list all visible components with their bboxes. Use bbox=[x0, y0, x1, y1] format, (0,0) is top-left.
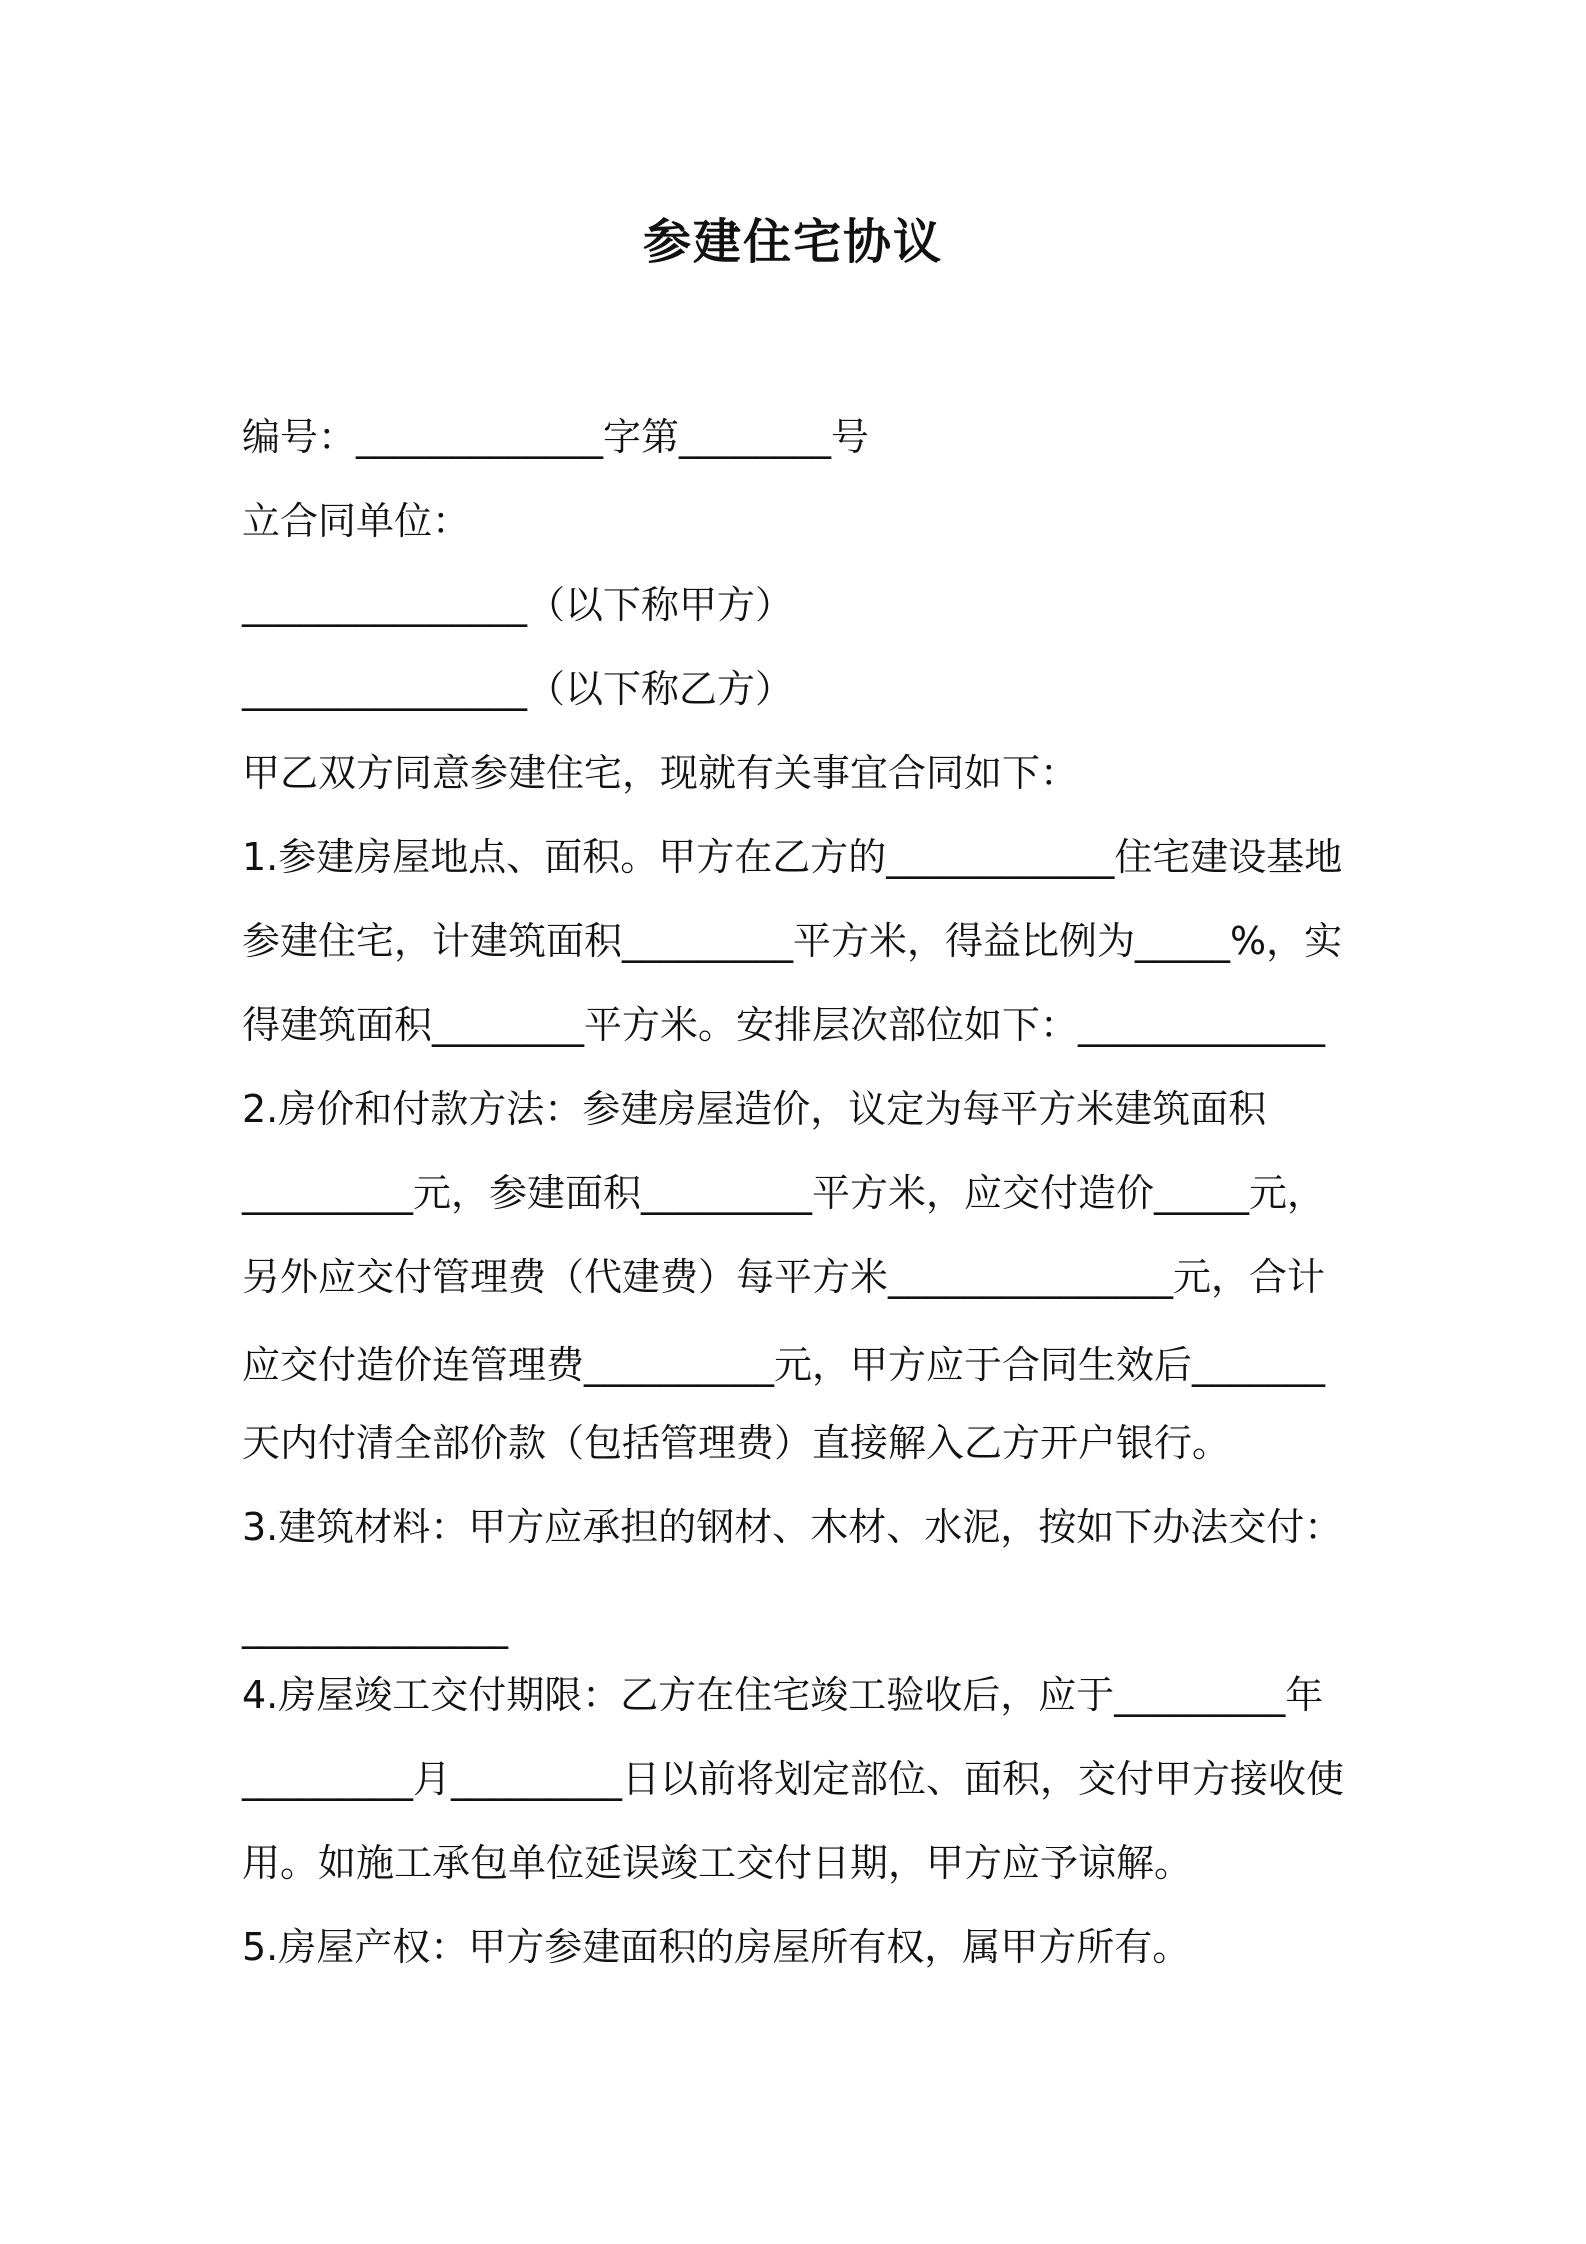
clause-2-line-4: 应交付造价连管理费__________元，甲方应于合同生效后_______ bbox=[242, 1343, 1326, 1387]
party-a-line: _______________（以下称甲方） bbox=[242, 583, 794, 627]
clause-2-line-5: 天内付清全部价款（包括管理费）直接解入乙方开户银行。 bbox=[242, 1421, 1231, 1465]
serial-number-line: 编号：_____________字第________号 bbox=[242, 415, 870, 459]
document-title: 参建住宅协议 bbox=[642, 214, 943, 270]
clause-1-line-2: 参建住宅，计建筑面积_________平方米，得益比例为_____%，实 bbox=[242, 919, 1343, 963]
clause-2-line-3: 另外应交付管理费（代建费）每平方米_______________元，合计 bbox=[242, 1255, 1326, 1299]
clause-1-line-1: 1.参建房屋地点、面积。甲方在乙方的____________住宅建设基地 bbox=[242, 835, 1343, 879]
clause-4-line-1: 4.房屋竣工交付期限：乙方在住宅竣工验收后，应于_________年 bbox=[242, 1673, 1324, 1717]
clause-4-line-3: 用。如施工承包单位延误竣工交付日期，甲方应予谅解。 bbox=[242, 1841, 1193, 1885]
clause-1-line-3: 得建筑面积________平方米。安排层次部位如下：_____________ bbox=[242, 1003, 1326, 1047]
clause-2-line-2: _________元，参建面积_________平方米，应交付造价_____元， bbox=[242, 1171, 1326, 1215]
preamble-line: 甲乙双方同意参建住宅，现就有关事宜合同如下： bbox=[242, 751, 1079, 795]
clause-2-line-1: 2.房价和付款方法：参建房屋造价，议定为每平方米建筑面积 bbox=[242, 1087, 1267, 1131]
contracting-parties-label: 立合同单位： bbox=[242, 499, 471, 543]
clause-4-line-2: _________月_________日以前将划定部位、面积，交付甲方接收使 bbox=[242, 1757, 1345, 1801]
clause-3-blank-line: ______________ bbox=[242, 1605, 508, 1649]
clause-5-line-1: 5.房屋产权：甲方参建面积的房屋所有权，属甲方所有。 bbox=[242, 1925, 1191, 1969]
party-b-line: _______________（以下称乙方） bbox=[242, 667, 794, 711]
clause-3-line-1: 3.建筑材料：甲方应承担的钢材、木材、水泥，按如下办法交付： bbox=[242, 1505, 1343, 1549]
